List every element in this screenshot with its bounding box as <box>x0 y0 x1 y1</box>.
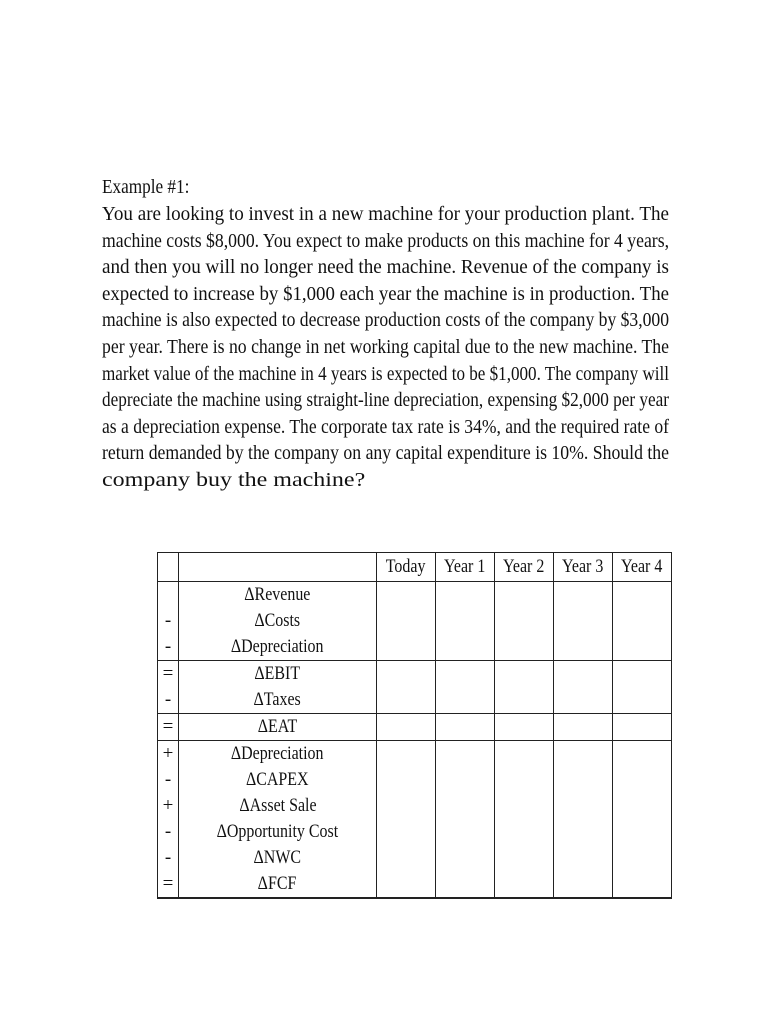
table-row <box>158 608 672 634</box>
row-label: ΔCosts <box>179 608 377 634</box>
value-cell <box>377 687 436 714</box>
value-cell <box>554 741 613 768</box>
problem-line: as a depreciation expense. The corporate tax rate is 34%, and the required rate of <box>102 415 669 438</box>
operator-cell: - <box>158 608 179 634</box>
value-cell <box>377 793 436 819</box>
problem-line: and then you will no longer need the machine. Revenue of the company is <box>102 256 669 279</box>
operator-cell: = <box>158 714 179 741</box>
value-cell <box>554 871 613 898</box>
problem-line: depreciate the machine using straight-line depreciation, expensing $2,000 per year <box>102 389 669 412</box>
table-row <box>158 741 672 768</box>
value-cell <box>436 661 495 688</box>
value-cell <box>377 608 436 634</box>
value-cell <box>613 793 672 819</box>
value-cell <box>436 582 495 609</box>
value-cell <box>554 582 613 609</box>
row-label: ΔRevenue <box>179 582 377 609</box>
value-cell <box>554 845 613 871</box>
row-label: ΔAsset Sale <box>179 793 377 819</box>
value-cell <box>495 714 554 741</box>
value-cell <box>554 767 613 793</box>
value-cell <box>377 767 436 793</box>
value-cell <box>613 741 672 768</box>
value-cell <box>495 608 554 634</box>
value-cell <box>554 661 613 688</box>
value-cell <box>613 871 672 898</box>
free-cash-flow-table <box>157 552 672 899</box>
value-cell <box>554 634 613 661</box>
problem-statement <box>102 201 669 494</box>
row-label: ΔCAPEX <box>179 767 377 793</box>
value-cell <box>613 767 672 793</box>
value-cell <box>436 767 495 793</box>
table-row <box>158 714 672 741</box>
table-row <box>158 582 672 609</box>
value-cell <box>436 741 495 768</box>
value-cell <box>554 608 613 634</box>
value-cell <box>436 871 495 898</box>
value-cell <box>495 767 554 793</box>
value-cell <box>436 793 495 819</box>
value-cell <box>495 661 554 688</box>
table-header-row <box>158 553 672 582</box>
value-cell <box>377 819 436 845</box>
value-cell <box>436 845 495 871</box>
operator-cell: - <box>158 767 179 793</box>
table-row <box>158 845 672 871</box>
operator-cell: = <box>158 661 179 688</box>
table-row <box>158 819 672 845</box>
problem-line: You are looking to invest in a new machine for your production plant. The <box>102 203 669 225</box>
column-header: Year 3 <box>554 553 613 582</box>
table-row <box>158 634 672 661</box>
value-cell <box>377 582 436 609</box>
value-cell <box>377 634 436 661</box>
operator-cell: - <box>158 819 179 845</box>
value-cell <box>495 741 554 768</box>
column-header: Today <box>377 553 436 582</box>
operator-cell: = <box>158 871 179 898</box>
value-cell <box>613 582 672 609</box>
row-label: ΔEAT <box>179 714 377 741</box>
value-cell <box>613 819 672 845</box>
value-cell <box>436 714 495 741</box>
problem-line: company buy the machine? <box>102 468 366 491</box>
value-cell <box>613 634 672 661</box>
operator-cell <box>158 582 179 609</box>
value-cell <box>436 608 495 634</box>
row-label: ΔDepreciation <box>179 741 377 768</box>
header-blank-cell <box>158 553 179 582</box>
table-row <box>158 871 672 898</box>
value-cell <box>613 714 672 741</box>
problem-line: market value of the machine in 4 years is expected to be $1,000. The company will <box>102 362 669 385</box>
row-label: ΔTaxes <box>179 687 377 714</box>
value-cell <box>436 687 495 714</box>
value-cell <box>495 819 554 845</box>
value-cell <box>554 793 613 819</box>
row-label: ΔOpportunity Cost <box>179 819 377 845</box>
problem-line: machine costs $8,000. You expect to make products on this machine for 4 years, <box>102 229 669 252</box>
operator-cell: + <box>158 741 179 768</box>
row-label: ΔEBIT <box>179 661 377 688</box>
operator-cell: + <box>158 793 179 819</box>
value-cell <box>495 687 554 714</box>
value-cell <box>613 661 672 688</box>
table-row <box>158 661 672 688</box>
operator-cell: - <box>158 845 179 871</box>
value-cell <box>613 608 672 634</box>
row-label: ΔFCF <box>179 871 377 898</box>
problem-line: machine is also expected to decrease production costs of the company by $3,000 <box>102 309 669 332</box>
value-cell <box>377 871 436 898</box>
problem-line: expected to increase by $1,000 each year the machine is in production. The <box>102 282 669 305</box>
problem-line: return demanded by the company on any capital expenditure is 10%. Should the <box>102 442 669 465</box>
value-cell <box>377 714 436 741</box>
value-cell <box>554 819 613 845</box>
value-cell <box>495 845 554 871</box>
problem-line: per year. There is no change in net working capital due to the new machine. The <box>102 335 669 358</box>
value-cell <box>495 793 554 819</box>
operator-cell: - <box>158 687 179 714</box>
operator-cell: - <box>158 634 179 661</box>
header-blank-cell <box>179 553 377 582</box>
value-cell <box>377 741 436 768</box>
table-row <box>158 687 672 714</box>
value-cell <box>436 634 495 661</box>
value-cell <box>377 845 436 871</box>
column-header: Year 1 <box>436 553 495 582</box>
example-heading: Example #1: <box>102 176 190 198</box>
value-cell <box>377 661 436 688</box>
value-cell <box>554 714 613 741</box>
value-cell <box>613 687 672 714</box>
value-cell <box>613 845 672 871</box>
value-cell <box>495 871 554 898</box>
row-label: ΔNWC <box>179 845 377 871</box>
value-cell <box>495 582 554 609</box>
column-header: Year 2 <box>495 553 554 582</box>
row-label: ΔDepreciation <box>179 634 377 661</box>
table-row <box>158 767 672 793</box>
value-cell <box>436 819 495 845</box>
value-cell <box>554 687 613 714</box>
table-row <box>158 793 672 819</box>
column-header: Year 4 <box>613 553 672 582</box>
value-cell <box>495 634 554 661</box>
